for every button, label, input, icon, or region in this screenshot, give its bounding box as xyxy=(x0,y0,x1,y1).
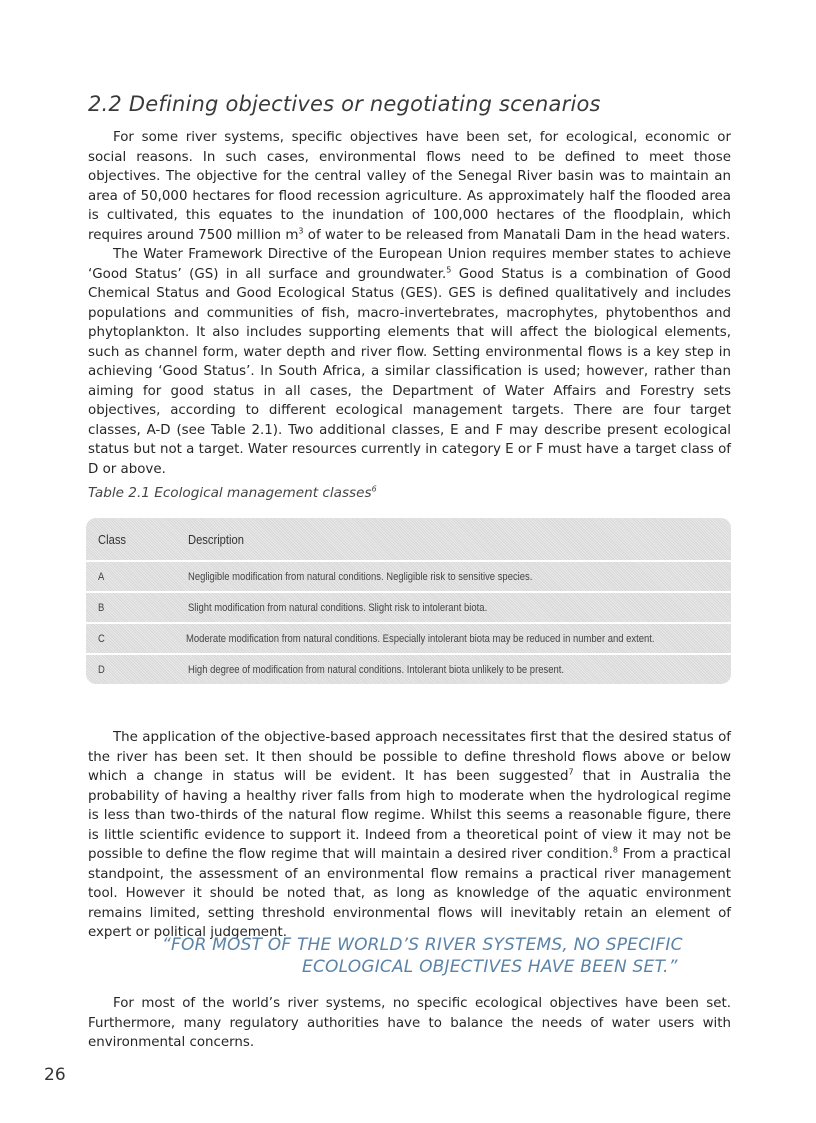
section-title: 2.2 Defining objectives or negotiating scenarios xyxy=(88,92,601,116)
paragraph-objective-text-c: From a practical standpoint, the assessment of an environmental flow remains a practical river management tool. However it should be noted that, as long as knowledge of the aquatic environment remains limited, setting threshold environmental flows will inevitably retain an element of expert or political judgement. xyxy=(88,847,731,940)
description-cell: High degree of modification from natural conditions. Intolerant biota unlikely to be present. xyxy=(188,663,564,676)
pull-quote-line-1: “FOR MOST OF THE WORLD’S RIVER SYSTEMS, NO SPECIFIC xyxy=(162,935,683,955)
pull-quote-line-2: ECOLOGICAL OBJECTIVES HAVE BEEN SET.” xyxy=(302,957,678,977)
paragraph-wfd-text-a: The Water Framework Directive of the European Union requires member states to achieve ‘Good Status’ (GS) in all surface and groundwater. xyxy=(88,247,731,282)
closing-text-block xyxy=(88,994,731,1053)
paragraph-senegal-text: For some river systems, specific objectives have been set, for ecological, economic or social reasons. In such cases, environmental flows need to be defined to meet those objectives. The objective for the central valley of the Senegal River basin was to maintain an area of 50,000 hectares for flood recession agriculture. As approximately half the flooded area is cultivated, this equates to the inundation of 100,000 hectares of the floodplain, which requires around 7500 million m xyxy=(88,130,731,243)
ecological-classes-table xyxy=(86,518,731,684)
table-caption-text: Table 2.1 Ecological management classes xyxy=(88,485,372,501)
paragraph-senegal-end: of water to be released from Manatali Dam in the head waters. xyxy=(303,227,731,243)
table-row xyxy=(86,560,731,591)
description-cell: Slight modification from natural conditions. Slight risk to intolerant biota. xyxy=(188,601,488,614)
description-cell: Moderate modification from natural conditions. Especially intolerant biota may be reduced in number and extent. xyxy=(186,632,655,645)
paragraph-wfd xyxy=(88,245,731,479)
paragraph-objective-text-b: that in Australia the probability of having a healthy river falls from high to moderate when the hydrological regime is less than two-thirds of the natural flow regime. Whilst this seems a reasonable figure, there is little scientific evidence to support it. Indeed from a theoretical point of view it may not be possible to define the flow regime that will maintain a desired river condition. xyxy=(88,769,731,862)
footnote-ref: 7 xyxy=(568,767,574,777)
class-cell: C xyxy=(98,632,105,645)
approach-text-block xyxy=(88,728,731,943)
paragraph-objective-approach xyxy=(88,728,731,943)
class-cell: D xyxy=(98,663,105,676)
intro-text-block xyxy=(88,128,731,479)
paragraph-objective-text-a: The application of the objective-based approach necessitates first that the desired status of the river has been set. It then should be possible to define threshold flows above or below which a change in status will be evident. It has been suggested xyxy=(88,730,731,784)
unit-superscript: 3 xyxy=(298,226,304,236)
table-header-row xyxy=(86,518,731,560)
footnote-ref: 5 xyxy=(446,265,452,275)
header-description: Description xyxy=(188,531,244,547)
class-cell: A xyxy=(98,570,105,583)
pull-quote xyxy=(88,934,731,978)
description-cell: Negligible modification from natural conditions. Negligible risk to sensitive species. xyxy=(188,570,533,583)
header-class: Class xyxy=(98,531,127,547)
table-caption xyxy=(88,485,377,501)
paragraph-wfd-text-b: Good Status is a combination of Good Chemical Status and Good Ecological Status (GES). GES is defined qualitatively and includes populations and communities of fish, macro-invertebrates, macrophytes, phytobenthos and phytoplankton. It also includes supporting elements that will affect the biological elements, such as channel form, water depth and river flow. Setting environmental flows is a key step in achieving ‘Good Status’. In South Africa, a similar classification is used; however, rather than aiming for good status in all cases, the Department of Water Affairs and Forestry sets objectives, according to different ecological management targets. There are four target classes, A-D (see Table 2.1). Two additional classes, E and F may describe present ecological status but not a target. Water resources currently in category E or F must have a target class of D or above. xyxy=(88,266,731,477)
footnote-ref: 8 xyxy=(612,845,618,855)
table-row xyxy=(86,622,731,653)
paragraph-closing: For most of the world’s river systems, no specific ecological objectives have been set. Furthermore, many regulatory authorities have to balance the needs of water users with environmental concerns. xyxy=(88,996,731,1050)
footnote-ref: 6 xyxy=(371,484,377,494)
class-cell: B xyxy=(98,601,105,614)
table-row xyxy=(86,653,731,684)
table-row xyxy=(86,591,731,622)
page-number: 26 xyxy=(44,1065,66,1085)
paragraph-senegal xyxy=(88,128,731,245)
